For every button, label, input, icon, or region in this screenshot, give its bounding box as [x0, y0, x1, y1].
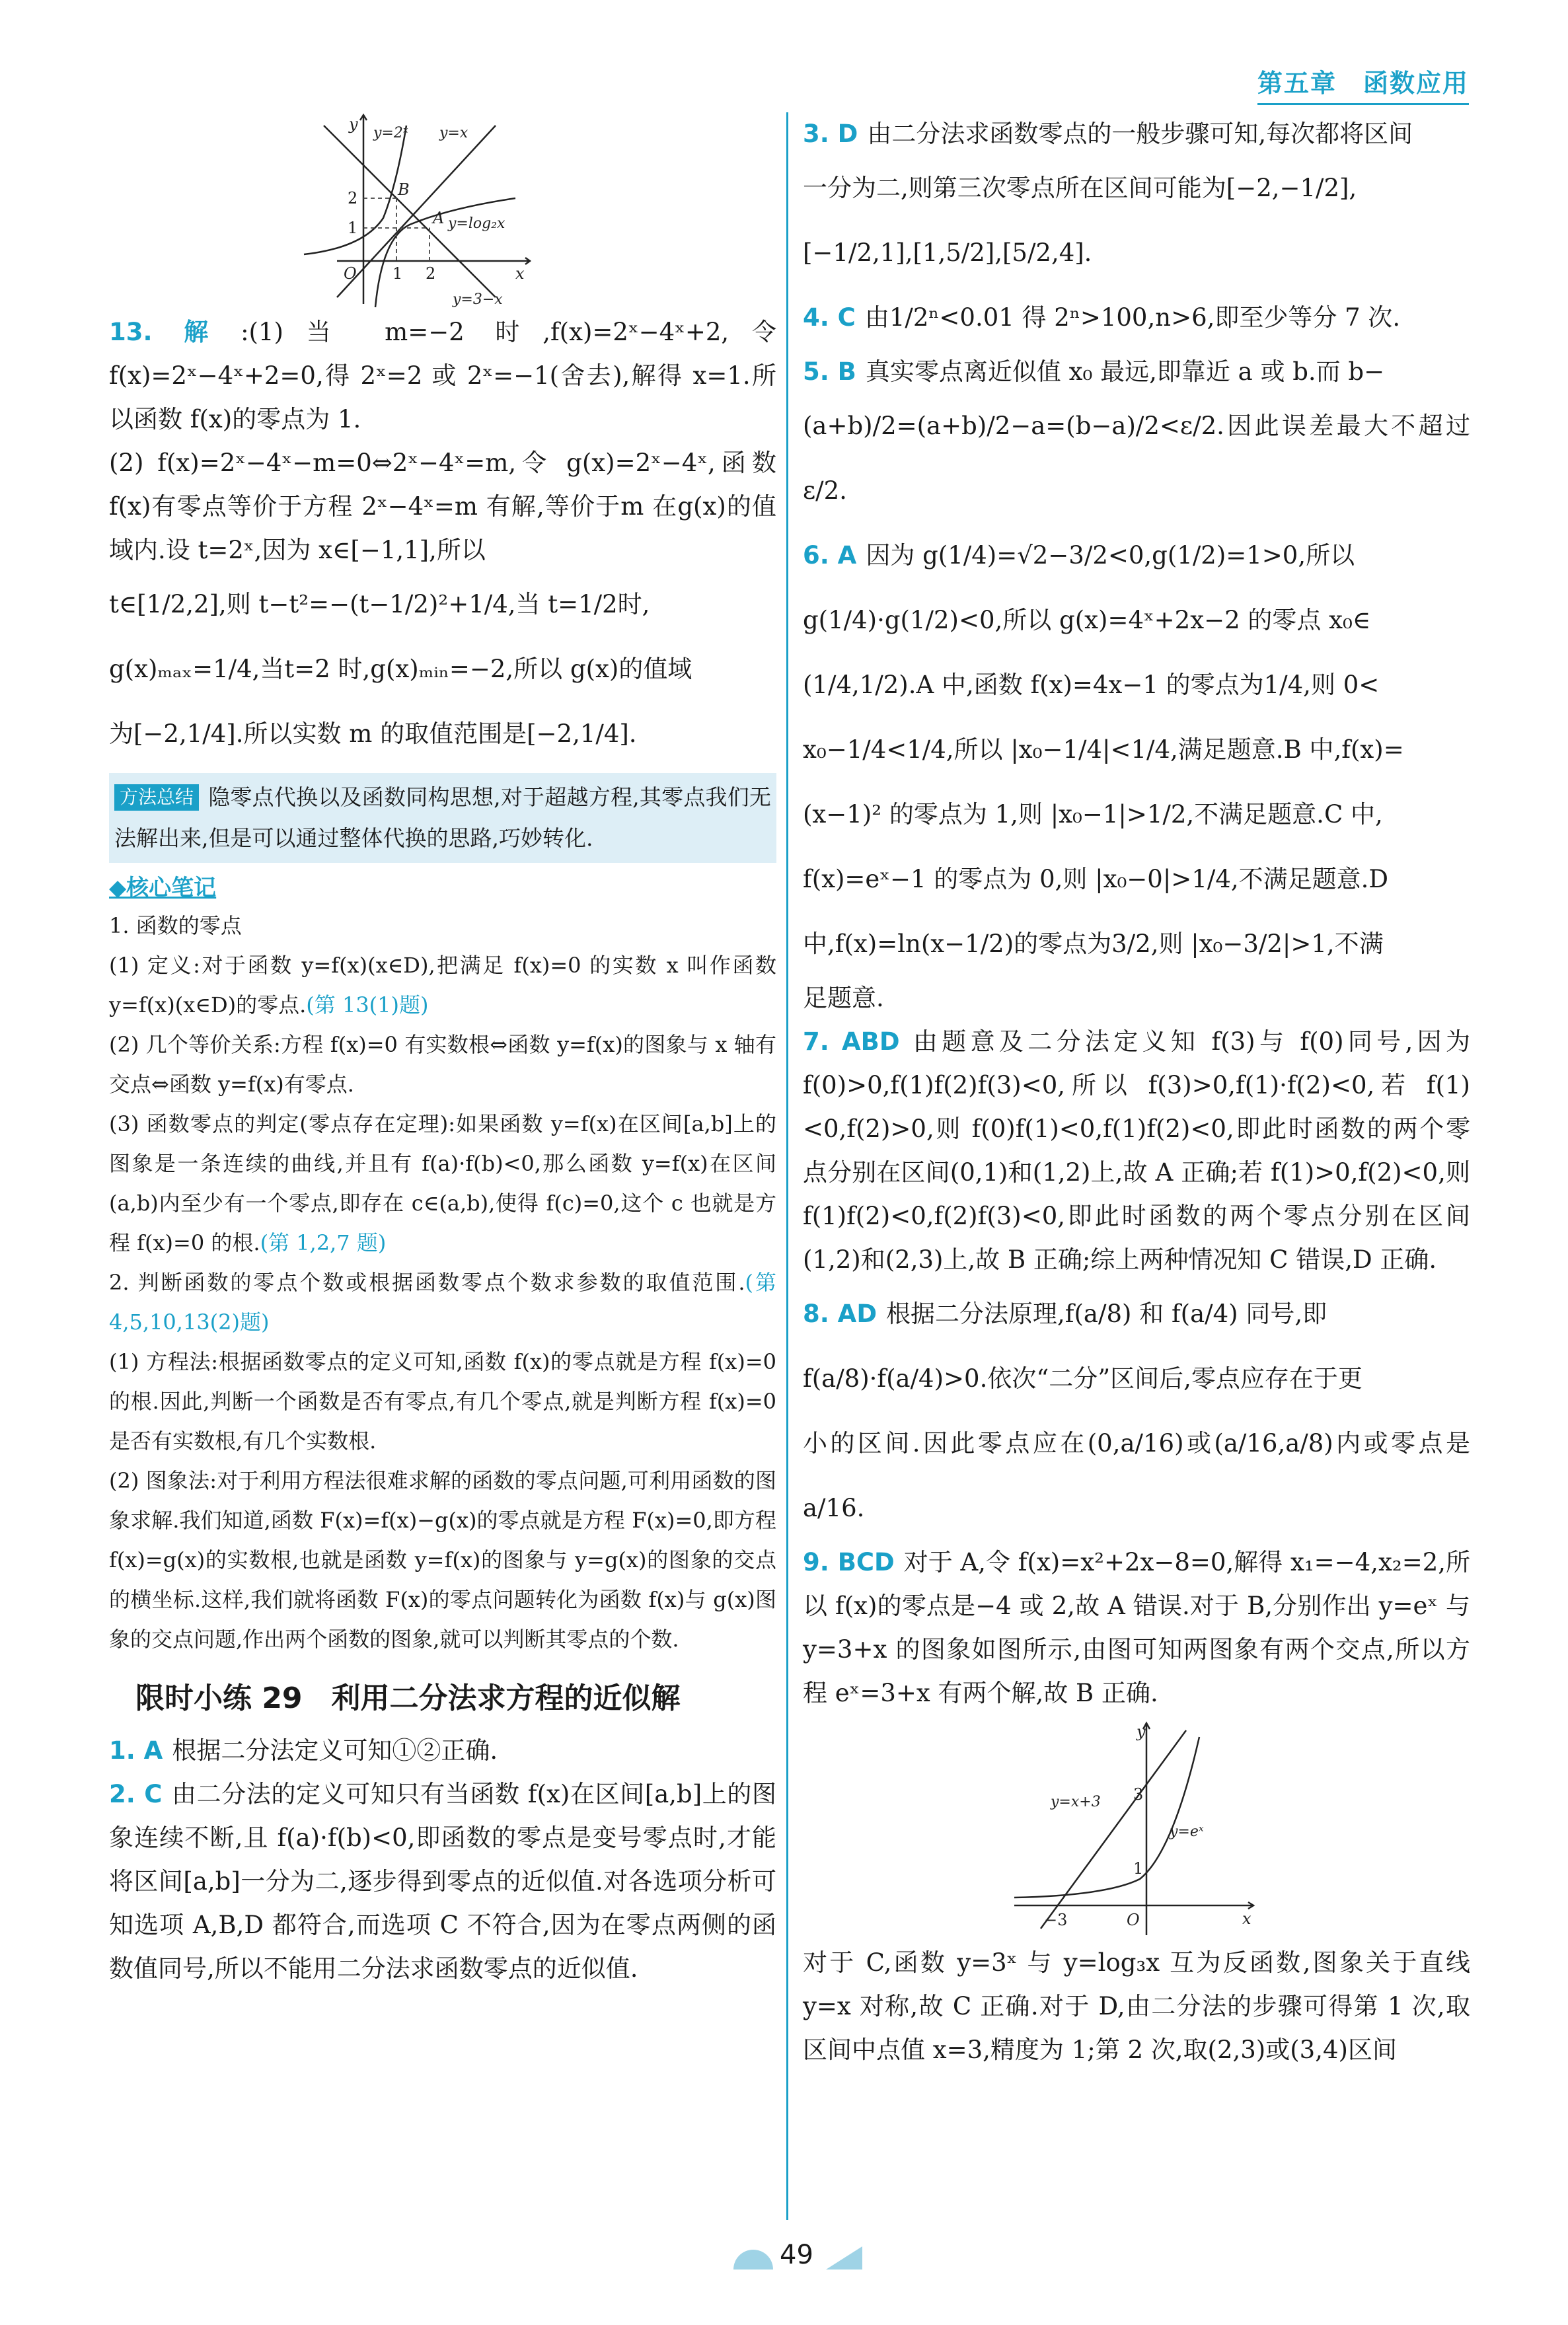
core-notes — [109, 906, 776, 1659]
q3-line-2: 一分为二,则第三次零点所在区间可能为[−2,−1/2], — [803, 174, 1357, 202]
note-ref-1: (第 13(1)题) — [306, 992, 429, 1017]
q8-line-3: 小的区间.因此零点应在(0,a/16)或(a/16,a/8)内或零点是a/16. — [803, 1429, 1470, 1522]
note-2: (1) 定义:对于函数 y=f(x)(x∈D),把满足 f(x)=0 的实数 x 叫作函数 y=f(x)(x∈D)的零点.(第 13(1)题) — [109, 953, 776, 1017]
tick-x1: 1 — [392, 264, 403, 283]
q8-line-2: f(a/8)·f(a/4)>0.依次“二分”区间后,零点应存在于更 — [803, 1364, 1363, 1393]
origin-label: O — [1127, 1911, 1140, 1929]
exp-curve — [1014, 1737, 1199, 1898]
y-axis-label: y — [1137, 1722, 1146, 1741]
q13-line-2: (2) f(x)=2ˣ−4ˣ−m=0⇔2ˣ−4ˣ=m,令 g(x)=2ˣ−4ˣ,函数 f(x)有零点等价于方程 2ˣ−4ˣ=m 有解,等价于m 在g(x)的值域内.设 t=2ˣ,因为 x∈[−1,1],所以 — [109, 449, 776, 564]
q13-line-4: g(x)ₘₐₓ=1/4,当t=2 时,g(x)ₘᵢₙ=−2,所以 g(x)的值域 — [109, 655, 692, 683]
tick-1: 1 — [1133, 1859, 1144, 1878]
line-label: y=x — [439, 125, 468, 141]
log-curve-label: y=log₂x — [448, 215, 505, 232]
tick-y2: 2 — [348, 189, 358, 207]
q13-number: 13. 解 — [109, 318, 232, 346]
left-column — [109, 112, 776, 1991]
tick-3: 3 — [1133, 1785, 1144, 1804]
q6-line-4: x₀−1/4<1/4,所以 |x₀−1/4|<1/4,满足题意.B 中,f(x)= — [803, 735, 1404, 764]
page-number: 49 — [780, 2240, 813, 2270]
q6-line-7: 中,f(x)=ln(x−1/2)的零点为3/2,则 |x₀−3/2|>1,不满 — [803, 930, 1384, 958]
q9-text-a: 9. BCD 对于 A,令 f(x)=x²+2x−8=0,解得 x₁=−4,x₂=2,所以 f(x)的零点是−4 或 2,故 A 错误.对于 B,分别作出 y=eˣ 与 y=3+x 的图象如图所示,由图可知两图象有两个交点,所以方程 eˣ=3+x 有两个解,故 B 正确. — [803, 1548, 1470, 1707]
core-notes-title: ◆核心笔记 — [109, 875, 217, 901]
section-title: 限时小练 29 利用二分法求方程的近似解 — [135, 1681, 681, 1715]
q9-text-b: 对于 C,函数 y=3ˣ 与 y=log₃x 互为反函数,图象关于直线 y=x 对称,故 C 正确.对于 D,由二分法的步骤可得第 1 次,取区间中点值 x=3,精度为 1;第 2 次,取(2,3)或(3,4)区间 — [803, 1948, 1470, 2064]
column-divider — [786, 112, 788, 2220]
line-y-eq-x — [337, 126, 496, 297]
method-tag: 方法总结 — [114, 784, 199, 811]
q13-line-3: t∈[1/2,2],则 t−t²=−(t−1/2)²+1/4,当 t=1/2时, — [109, 590, 650, 618]
q6-line-8: 足题意. — [803, 984, 884, 1012]
curve-label: y=eˣ — [1170, 1824, 1204, 1840]
x-axis-label: x — [1242, 1909, 1251, 1928]
q3-line-1: 3. D 由二分法求函数零点的一般步骤可知,每次都将区间 — [803, 120, 1413, 148]
q2-number: 2. C — [109, 1780, 163, 1808]
q1-number: 1. A — [109, 1736, 163, 1765]
q1: 1. A 根据二分法定义可知①②正确. — [109, 1736, 498, 1765]
note-ref-3: (第 4,5,10,13(2)题) — [109, 1270, 776, 1335]
q6-line-3: (1/4,1/2).A 中,函数 f(x)=4x−1 的零点为1/4,则 0< — [803, 671, 1380, 699]
q4-number: 4. C — [803, 303, 856, 332]
q13-line-5: 为[−2,1/4].所以实数 m 的取值范围是[−2,1/4]. — [109, 720, 637, 748]
tick-y1: 1 — [348, 219, 358, 237]
right-column — [803, 112, 1470, 2072]
page-number-badge — [727, 2240, 872, 2279]
q5-line-1: 5. B 真实零点离近似值 x₀ 最远,即靠近 a 或 b.而 b− — [803, 357, 1385, 386]
q5-number: 5. B — [803, 357, 856, 386]
y-axis-label: y — [349, 115, 358, 133]
note-ref-2: (第 1,2,7 题) — [260, 1230, 387, 1255]
line2-label: y=3−x — [453, 291, 503, 308]
line-x-plus-3 — [1041, 1730, 1186, 1929]
chapter-header: 第五章 函数应用 — [1257, 63, 1469, 105]
q7: 7. ABD 由题意及二分法定义知 f(3)与 f(0)同号,因为 f(0)>0,f(1)f(2)f(3)<0,所以 f(3)>0,f(1)·f(2)<0,若 f(1)<0,f(2)>0,则 f(0)f(1)<0,f(1)f(2)<0,即此时函数的两个零点分别在区间(0,1)和(1,2)上,故 A 正确;若 f(1)>0,f(2)<0,则 f(1)f(2)<0,f(2)f(3)<0,即此时函数的两个零点分别在区间(1,2)和(2,3)上,故 B 正确;综上两种情况知 C 错误,D 正确. — [803, 1027, 1470, 1274]
note-4: (3) 函数零点的判定(零点存在定理):如果函数 y=f(x)在区间[a,b]上的图象是一条连续的曲线,并且有 f(a)·f(b)<0,那么函数 y=f(x)在区间(a,b)内至少有一个零点,即存在 c∈(a,b),使得 f(c)=0,这个 c 也就是方程 f(x)=0 的根.(第 1,2,7 题) — [109, 1111, 776, 1255]
note-3: (2) 几个等价关系:方程 f(x)=0 有实数根⇔函数 y=f(x)的图象与 x 轴有交点⇔函数 y=f(x)有零点. — [109, 1032, 776, 1097]
origin-label: O — [344, 264, 357, 283]
q6-number: 6. A — [803, 541, 857, 570]
q9-number: 9. BCD — [803, 1548, 895, 1576]
q2: 2. C 由二分法的定义可知只有当函数 f(x)在区间[a,b]上的图象连续不断,且 f(a)·f(b)<0,即函数的零点是变号零点时,才能将区间[a,b]一分为二,逐步得到零点的近似值.对各选项分析可知选项 A,B,D 都符合,而选项 C 不符合,因为在零点两侧的函数值同号,所以不能用二分法求函数零点的近似值. — [109, 1780, 776, 1983]
q6-line-6: f(x)=eˣ−1 的零点为 0,则 |x₀−0|>1/4,不满足题意.D — [803, 865, 1389, 893]
q7-number: 7. ABD — [803, 1027, 900, 1056]
note-5: 2. 判断函数的零点个数或根据函数零点个数求参数的取值范围.(第 4,5,10,13(2)题) — [109, 1270, 776, 1335]
q6-line-5: (x−1)² 的零点为 1,则 |x₀−1|>1/2,不满足题意.C 中, — [803, 800, 1383, 829]
tick-x2: 2 — [426, 264, 436, 283]
note-7: (2) 图象法:对于利用方程法很难求解的函数的零点问题,可利用函数的图象求解.我们知道,函数 F(x)=f(x)−g(x)的零点就是方程 F(x)=0,即方程 f(x)=g(x)的实数根,也就是函数 y=f(x)的图象与 y=g(x)的图象的交点的横坐标.这样,我们就将函数 F(x)的零点问题转化为函数 f(x)与 g(x)图象的交点问题,作出两个函数的图象,就可以判断其零点的个数. — [109, 1468, 776, 1652]
q3-number: 3. D — [803, 120, 858, 148]
line-label: y=x+3 — [1051, 1794, 1101, 1810]
q4: 4. C 由1/2ⁿ<0.01 得 2ⁿ>100,n>6,即至少等分 7 次. — [803, 303, 1401, 332]
x-axis-label: x — [515, 264, 525, 283]
method-summary-box — [109, 773, 776, 863]
exp-curve-label: y=2ˣ — [373, 125, 408, 141]
q13-line-1: 13. 解 :(1)当 m=−2 时,f(x)=2ˣ−4ˣ+2,令 f(x)=2ˣ−4ˣ+2=0,得 2ˣ=2 或 2ˣ=−1(舍去),解得 x=1.所以函数 f(x)的零点为 1. — [109, 318, 776, 433]
note-6: (1) 方程法:根据函数零点的定义可知,函数 f(x)的零点就是方程 f(x)=0 的根.因此,判断一个函数是否有零点,有几个零点,就是判断方程 f(x)=0 是否有实数根,有几个实数根. — [109, 1349, 776, 1454]
q5-line-2: (a+b)/2=(a+b)/2−a=(b−a)/2<ε/2.因此误差最大不超过ε/2. — [803, 412, 1470, 505]
note-1: 1. 函数的零点 — [109, 913, 242, 938]
tick-neg3: −3 — [1044, 1911, 1068, 1929]
q9-function-graph — [1008, 1720, 1259, 1938]
q3-line-3: [−1/2,1],[1,5/2],[5/2,4]. — [803, 239, 1092, 267]
q8-line-1: 8. AD 根据二分法原理,f(a/8) 和 f(a/4) 同号,即 — [803, 1300, 1327, 1328]
q13-function-graph — [297, 112, 535, 311]
point-b-label: B — [398, 180, 410, 199]
point-a-label: A — [433, 209, 445, 227]
q8-number: 8. AD — [803, 1300, 877, 1328]
q6-line-1: 6. A 因为 g(1/4)=√2−3/2<0,g(1/2)=1>0,所以 — [803, 541, 1355, 570]
method-text: 隐零点代换以及函数同构思想,对于超越方程,其零点我们无法解出来,但是可以通过整体代换的思路,巧妙转化. — [114, 784, 771, 851]
q6-line-2: g(1/4)·g(1/2)<0,所以 g(x)=4ˣ+2x−2 的零点 x₀∈ — [803, 606, 1371, 634]
